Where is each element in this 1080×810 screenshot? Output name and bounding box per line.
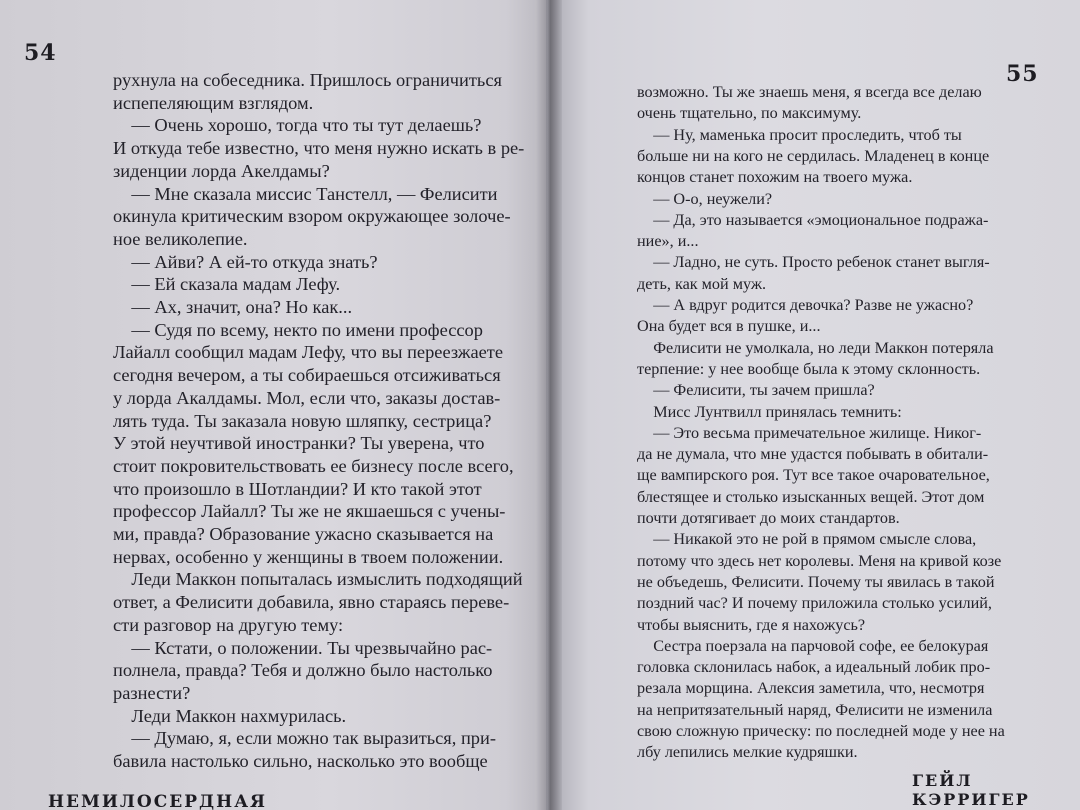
text-line: очень тщательно, по максимуму. <box>637 104 862 123</box>
text-line: зиденции лорда Акелдамы? <box>113 160 330 181</box>
text-line: Леди Маккон нахмурилась. <box>113 705 347 726</box>
text-line: рухнула на собеседника. Пришлось ограничиться <box>113 70 502 90</box>
text-line: да не думала, что мне удастся побывать в обитали- <box>637 445 989 464</box>
text-line: Она будет вся в пушке, и... <box>637 317 821 336</box>
text-line: — Думаю, я, если можно так выразиться, при- <box>113 728 496 749</box>
text-line: — Мне сказала миссис Танстелл, — Фелисити <box>113 183 498 204</box>
text-line: — Очень хорошо, тогда что ты тут делаешь? <box>113 115 482 136</box>
text-line: концов станет похожим на твоего мужа. <box>637 168 913 187</box>
text-line: поздний час? И почему приложила столько усилий, <box>637 594 992 613</box>
text-line: лбу лепились мелкие кудряшки. <box>637 743 858 762</box>
text-line: деть, как мой муж. <box>637 274 767 293</box>
text-line: И откуда тебе известно, что меня нужно искать в ре- <box>113 138 525 159</box>
text-line: Мисс Лунтвилл принялась темнить: <box>637 402 902 421</box>
text-line: ответ, а Фелисити добавила, явно стараясь переве- <box>113 592 510 613</box>
text-line: ние», и... <box>637 232 699 251</box>
text-line: — Ладно, не суть. Просто ребенок станет выгля- <box>637 253 990 272</box>
text-line: — Фелисити, ты зачем пришла? <box>637 381 875 400</box>
text-line: нервах, особенно у женщины в твоем положении. <box>113 546 504 567</box>
text-line: лять туда. Ты заказала новую шляпку, сестрица? <box>113 410 492 431</box>
right-page-number: 55 <box>1006 61 1039 87</box>
text-line: чтобы выяснить, где я нахожусь? <box>637 615 866 634</box>
text-line: Фелисити не умолкала, но леди Маккон потеряла <box>637 338 994 357</box>
text-line: профессор Лайалл? Ты же не якшаешься с учены- <box>113 501 506 522</box>
text-line: — Кстати, о положении. Ты чрезвычайно рас- <box>113 637 493 658</box>
text-line: у лорда Акалдамы. Мол, если что, заказы достав- <box>113 387 501 408</box>
text-line: У этой неучтивой иностранки? Ты уверена, что <box>113 433 485 454</box>
text-line: Леди Маккон попыталась измыслить подходящий <box>113 569 523 590</box>
text-line: терпение: у нее вообще была к этому склонность. <box>637 359 981 378</box>
left-running-footer: НЕМИЛОСЕРДНАЯ <box>48 792 268 810</box>
text-line: ще вампирского роя. Тут все такое очаровательное, <box>637 466 990 485</box>
text-line: полнела, правда? Тебя и должно было настолько <box>113 660 493 681</box>
text-line: Сестра поерзала на парчовой софе, ее белокурая <box>637 636 989 655</box>
text-line: — Ах, значит, она? Но как... <box>113 297 353 317</box>
text-line: свою сложную прическу: по последней моде у нее на <box>637 722 1005 740</box>
text-line: — Да, это называется «эмоциональное подража- <box>637 210 989 229</box>
text-line: сегодня вечером, а ты собираешься отсиживаться <box>113 365 501 386</box>
text-line: резала морщина. Алексия заметила, что, несмотря <box>637 679 985 698</box>
text-line: больше ни на кого не сердилась. Младенец в конце <box>637 146 990 165</box>
text-line: стоит покровительствовать ее бизнесу после всего, <box>113 455 514 476</box>
text-line: не объедешь, Фелисити. Почему ты явилась в такой <box>637 572 995 591</box>
text-line: на непритязательный наряд, Фелисити не изменила <box>637 700 993 719</box>
text-line: ми, правда? Образование ужасно сказывается на <box>113 524 494 544</box>
text-line: — Айви? А ей-то откуда знать? <box>113 251 378 272</box>
text-line: почти дотягивает до моих стандартов. <box>637 509 900 527</box>
text-line: бавила настолько сильно, насколько это вообще <box>113 751 488 771</box>
text-line: окинула критическим взором окружающее золоче- <box>113 206 511 227</box>
text-line: головка склонилась набок, а идеальный лобик про- <box>637 658 991 677</box>
text-line: — Ей сказала мадам Лефу. <box>113 274 341 295</box>
text-line: потому что здесь нет королевы. Меня на кривой козе <box>637 551 1002 570</box>
text-line: сти разговор на другую тему: <box>113 614 344 635</box>
left-page-number: 54 <box>24 40 57 66</box>
text-line: — Судя по всему, некто по имени профессор <box>113 319 483 340</box>
text-line: испепеляющим взглядом. <box>113 92 314 113</box>
text-line: — О-о, неужели? <box>637 189 773 208</box>
text-line: ное великолепие. <box>113 228 248 249</box>
right-running-footer: ГЕЙЛ КЭРРИГЕР <box>912 771 1030 809</box>
text-line: Лайалл сообщил мадам Лефу, что вы переезжаете <box>113 342 504 363</box>
text-line: — Ну, маменька просит проследить, чтоб ты <box>637 125 962 144</box>
text-line: разнести? <box>113 682 191 703</box>
text-line: — Это весьма примечательное жилище. Никог- <box>637 423 982 442</box>
text-line: возможно. Ты же знаешь меня, я всегда все делаю <box>637 83 982 101</box>
text-line: — А вдруг родится девочка? Разве не ужасно? <box>637 296 974 314</box>
text-line: что произошло в Шотландии? И кто такой этот <box>113 478 482 499</box>
text-line: — Никакой это не рой в прямом смысле слова, <box>637 530 977 549</box>
text-line: блестящее и столько изысканных вещей. Этот дом <box>637 487 985 506</box>
